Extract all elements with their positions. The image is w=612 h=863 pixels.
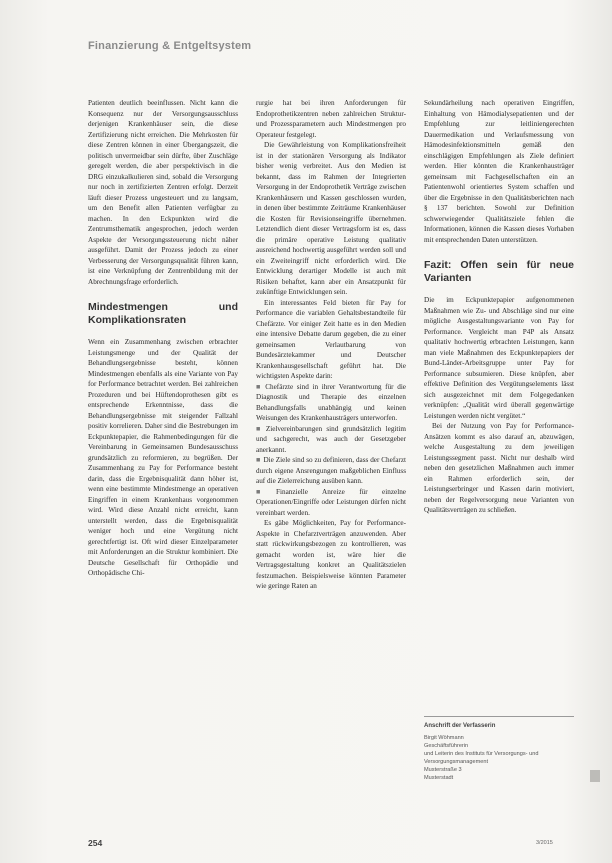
bullet-item	[256, 382, 406, 424]
bullet-text: Die Ziele sind so zu definieren, dass der Chefarzt durch eigene Ansrengungen maßgeblichen Einfluss auf die Zielerreichung ausüben kann.	[256, 456, 407, 485]
running-header: Finanzierung & Entgeltsystem	[88, 40, 252, 52]
body-paragraph: Sekundärheilung nach operativen Eingriffen, Einhaltung von Hämodialysepatienten und der Empfehlung zur leitliniengerechten Dauermedikation und Verlaufsmessung von Hämodesinfektionsmitteln gemäß den einschlägigen Empfehlungen als Ziele definiert werden. Hier könnten die Krankenhausträger gemeinsam mit Fachgesellschaften ein an Patientenwohl orientiertes System schaffen und über die Ergebnisse in den Qualitätsberichten nach § 137 berichten. Sowohl zur Definition schwerwiegender Qualitätsziele fehlen die Informationen, können die Kassen dieses Vorhaben mit entsprechenden Daten unterstützen.	[424, 99, 574, 244]
body-paragraph: Patienten deutlich beeinflussen. Nicht kann die Konsequenz nur der Versorgungsausschluss derjenigen Krankenhäuser sein, die diese Zertifizierung nicht erreichen. Die Mehrkosten für diese Zentren können in einer Übergangszeit, die politisch unvermeidbar sein dürfte, über Zuschläge geregelt werden, die aber perspektivisch in die DRG einzukalkulieren sind, sobald die Versorgung nur noch in zertifizierten Zentren erfolgt. Derzeit läuft dieser Prozess ungesteuert und zu langsam, um den Benefit allen Patienten verfügbar zu machen. In den Eckpunkten wird die Zentrumsthematik angesprochen, jedoch werden Aspekte der Versorgungssteuerung nicht näher ausgeführt. Damit der Prozess jedoch zu einer Verbesserung der Versorgungsqualität führen kann, ist eine Verknüpfung der Zentrenbildung mit der Abrechnungsfrage erforderlich.	[88, 99, 238, 286]
body-paragraph: Bei der Nutzung von Pay for Performance-Ansätzen kommt es also darauf an, abzuwägen, welche Ausgestaltung zu dem jeweiligen Leistungssegment passt. Nicht nur deshalb wird neben den gesetzlichen Maßnahmen auch immer ein Rahmen erforderlich sein, der Leistungserbringer und Kassen darin motiviert, neben der Regelversorgung neue Varianten von Qualitätsverträgen zu schließen.	[424, 422, 574, 514]
text-column-2	[256, 98, 406, 592]
square-bullet-icon: ■	[256, 382, 263, 391]
bullet-text: Chefärzte sind in ihrer Verantwortung für die Diagnostik und Therapie des einzelnen Behandlungsfalls unabhängig und keinen Weisungen des Krankenhausträgers unterworfen.	[256, 382, 406, 422]
square-bullet-icon: ■	[256, 487, 274, 496]
body-paragraph: Die im Eckpunktepapier aufgenommenen Maßnahmen wie Zu- und Abschläge sind nur eine mögliche Ausgestaltungsvariante von Pay for Performance. Vergleicht man P4P als Ansatz qualitativ hochwertig erbrachten Leistungen, kann man viele Maßnahmen des Eckpunktepapiers der Bund-Länder-Arbeitsgruppe unter Pay for Performance subsumieren. Diese knüpfen, aber effektive Definition des Vergütungselements lässt sich ausgezeichnet mit dem Folgegedanken verknüpfen: „Qualität wird überall gegenwärtige Leistungen werden nicht vergütet.“	[424, 296, 574, 420]
section-heading-mindestmengen: Mindestmengen und Komplikationsraten	[88, 301, 238, 326]
body-paragraph: Es gäbe Möglichkeiten, Pay for Performance-Aspekte in Chefarztverträgen anzuwenden. Aber statt rückwirkungsbezogen zu kontrollieren, was gemacht worden ist, wäre hier die Vertragsgestaltung konkret an Qualitätszielen festzumachen. Beispielsweise könnten Parameter wie geringe Raten an	[256, 519, 406, 590]
body-paragraph: Die Gewährleistung von Komplikationsfreiheit ist in der stationären Versorgung als Indikator bisher wenig verbreitet. Aus den Medien ist bekannt, dass im Rahmen der Integrierten Versorgung in der Endoprothetik Verträge zwischen Krankenhäusern und Kassen geschlossen wurden, in denen über bestimmte Zeiträume Krankenhäuser die Kosten für Revisionseingriffe übernehmen. Letztendlich dient dieser Vertragsform ist es, dass die primäre operative Leistung qualitativ ausreichend hochwertig ausgeführt werden soll und ein Zweiteingriff nicht erforderlich wird. Die Entwicklung derartiger Modelle ist auch mit Risiken behaftet, kann aber ein Ansatzpunkt für zukünftige Entwicklungen sein.	[256, 141, 406, 296]
square-bullet-icon: ■	[256, 424, 263, 433]
author-line: Birgit Wöhmann	[424, 735, 464, 741]
author-box-title: Anschrift der Verfasserin	[424, 723, 496, 729]
page-number: 254	[88, 838, 103, 848]
text-column-3	[424, 98, 574, 516]
body-paragraph: rurgie hat bei ihren Anforderungen für Endoprothetikzentren neben zahlreichen Struktur- und Prozessparametern auch Mindestmengen pro Operateur festgelegt.	[256, 99, 406, 139]
author-line: Musterstraße 3	[424, 767, 462, 773]
bullet-item	[256, 424, 406, 456]
author-line: Versorgungsmanagement	[424, 759, 489, 765]
body-paragraph: Wenn ein Zusammenhang zwischen erbrachter Leistungsmenge und der Qualität der Behandlungsergebnisse besteht, können Mindestmengen ebenfalls als eine Variante von Pay for Performance betrachtet werden. Bei zahlreichen Prozeduren und bei Hüftendoprothesen gibt es entsprechende Erkenntnisse, dass die Behandlungsergebnisse mit steigender Fallzahl positiv korrelieren. Daher sind die Bestrebungen im Eckpunktepapier, die Rahmenbedingungen für die Vereinbarung in Gemeinsamen Bundesausschuss grundsätzlich zu reformieren, zu begrüßen. Der Zusammenhang zu Pay for Performance besteht darin, dass die Ergebnisqualität dann höher ist, wenn eine bestimmte Mindestmenge an operativen Eingriffen in einem Krankenhaus vorgenommen wird. Wird diese Anzahl nicht erreicht, kann unterstellt werden, dass die Ergebnisqualität weniger hoch und eine Vergütung nicht gerechtfertigt ist. Oft wird dieser Einzelparameter mit Anforderungen an die Struktur kombiniert. Die Deutsche Gesellschaft für Orthopädie und Orthopädische Chi-	[88, 338, 238, 577]
bullet-text: Zielvereinbarungen sind grundsätzlich legitim und sachgerecht, was auch der Gesetzgeber anerkannt.	[256, 424, 406, 454]
author-line: Musterstadt	[424, 775, 454, 781]
author-line: Geschäftsführerin	[424, 743, 469, 749]
issue-label: 3/2015	[536, 840, 553, 846]
bullet-item	[256, 455, 406, 487]
bullet-text: Finanzielle Anreize für einzelne Operationen/Eingriffe oder Leistungen dürfen nicht vereinbart werden.	[256, 487, 407, 517]
text-column-1	[88, 98, 238, 579]
section-heading-fazit: Fazit: Offen sein für neue Varianten	[424, 259, 574, 284]
bullet-item	[256, 487, 406, 519]
author-address-box	[424, 716, 574, 782]
margin-marker	[590, 770, 600, 782]
square-bullet-icon: ■	[256, 456, 261, 464]
body-paragraph: Ein interessantes Feld bieten für Pay for Performance die variablen Gehaltsbestandteile für Chefärzte. Vor einiger Zeit hatte es in den Medien eine intensive Debatte darum gegeben, die zu einer gemeinsamen Verlautbarung von Bundesärztekammer und Deutscher Krankenhausgesellschaft geführt hat. Die wichtigsten Aspekte darin:	[256, 298, 406, 380]
author-line: und Leiterin des Instituts für Versorgungs- und	[424, 751, 539, 757]
